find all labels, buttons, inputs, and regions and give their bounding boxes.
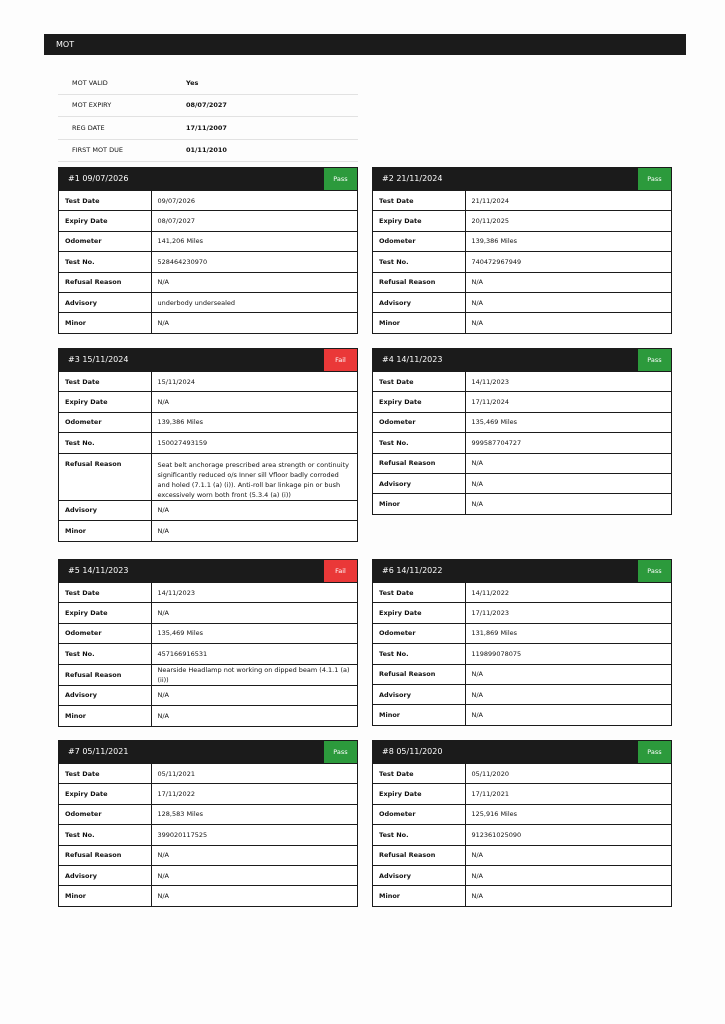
- refusal-reason-row: [59, 453, 357, 500]
- minor-row: [373, 705, 671, 725]
- refusal-reason-value: N/A: [151, 272, 357, 292]
- advisory-row: [373, 292, 671, 312]
- advisory-value: N/A: [465, 473, 671, 493]
- test-no-row: [59, 252, 357, 272]
- mot-test-card: [372, 740, 672, 907]
- refusal-reason-row: [373, 664, 671, 684]
- card-table: [373, 190, 671, 333]
- expiry-date-row: [59, 211, 357, 231]
- row-label: Odometer: [59, 804, 151, 824]
- expiry-date-row: [59, 784, 357, 804]
- refusal-reason-row: [59, 845, 357, 865]
- mot-test-card: [372, 559, 672, 726]
- expiry-date-value: 17/11/2024: [465, 392, 671, 412]
- advisory-value: N/A: [151, 865, 357, 885]
- summary-row: [58, 139, 358, 162]
- result-badge: Pass: [638, 349, 671, 371]
- row-label: Advisory: [59, 292, 151, 312]
- advisory-value: underbody undersealed: [151, 292, 357, 312]
- expiry-date-value: 17/11/2021: [465, 784, 671, 804]
- row-label: Refusal Reason: [373, 272, 465, 292]
- row-label: Minor: [373, 886, 465, 906]
- summary-row: [58, 94, 358, 117]
- expiry-date-row: [59, 392, 357, 412]
- row-label: Minor: [373, 494, 465, 514]
- result-badge: Pass: [638, 741, 671, 763]
- test-date-row: [373, 583, 671, 603]
- row-label: Advisory: [59, 685, 151, 705]
- result-badge: Pass: [638, 168, 671, 190]
- refusal-reason-value: N/A: [465, 664, 671, 684]
- test-date-value: 15/11/2024: [151, 372, 357, 392]
- row-label: Refusal Reason: [59, 664, 151, 685]
- card-header: [59, 168, 357, 190]
- row-label: Test No.: [59, 644, 151, 664]
- row-label: Expiry Date: [59, 784, 151, 804]
- test-date-row: [59, 583, 357, 603]
- advisory-row: [59, 500, 357, 520]
- summary-label: MOT VALID: [72, 78, 108, 87]
- row-label: Advisory: [373, 292, 465, 312]
- row-label: Advisory: [373, 865, 465, 885]
- minor-row: [59, 886, 357, 906]
- card-header: [373, 168, 671, 190]
- test-date-value: 14/11/2023: [151, 583, 357, 603]
- summary-value: Yes: [186, 78, 199, 87]
- odometer-row: [373, 623, 671, 643]
- row-label: Refusal Reason: [59, 845, 151, 865]
- test-date-row: [373, 764, 671, 784]
- test-no-row: [59, 433, 357, 453]
- row-label: Test No.: [59, 433, 151, 453]
- card-title: #6 14/11/2022: [382, 566, 443, 575]
- summary-value: 01/11/2010: [186, 146, 227, 155]
- row-label: Odometer: [59, 231, 151, 251]
- expiry-date-row: [373, 211, 671, 231]
- result-badge: Pass: [324, 168, 357, 190]
- minor-value: N/A: [465, 313, 671, 333]
- minor-value: N/A: [151, 520, 357, 540]
- row-label: Advisory: [373, 473, 465, 493]
- refusal-reason-row: [373, 845, 671, 865]
- result-badge: Pass: [324, 741, 357, 763]
- result-badge: Fail: [324, 349, 357, 371]
- row-label: Test No.: [59, 825, 151, 845]
- row-label: Odometer: [373, 623, 465, 643]
- row-label: Expiry Date: [373, 603, 465, 623]
- minor-row: [59, 313, 357, 333]
- card-header: [59, 560, 357, 582]
- minor-row: [59, 705, 357, 725]
- row-label: Minor: [59, 313, 151, 333]
- expiry-date-value: 20/11/2025: [465, 211, 671, 231]
- summary-value: 08/07/2027: [186, 101, 227, 110]
- row-label: Test Date: [373, 191, 465, 211]
- refusal-reason-value: N/A: [465, 272, 671, 292]
- row-label: Minor: [373, 313, 465, 333]
- row-label: Minor: [59, 520, 151, 540]
- refusal-reason-value: N/A: [151, 845, 357, 865]
- expiry-date-value: 17/11/2023: [465, 603, 671, 623]
- row-label: Test No.: [373, 825, 465, 845]
- row-label: Test No.: [373, 433, 465, 453]
- row-label: Test No.: [59, 252, 151, 272]
- test-no-row: [373, 433, 671, 453]
- advisory-value: N/A: [465, 684, 671, 704]
- test-date-row: [59, 191, 357, 211]
- row-label: Expiry Date: [373, 392, 465, 412]
- summary-row: [58, 72, 358, 94]
- card-table: [59, 763, 357, 906]
- summary-label: REG DATE: [72, 123, 105, 132]
- expiry-date-value: 08/07/2027: [151, 211, 357, 231]
- card-title: #7 05/11/2021: [68, 747, 129, 756]
- test-no-value: 912361025090: [465, 825, 671, 845]
- summary-label: FIRST MOT DUE: [72, 146, 123, 155]
- odometer-row: [59, 804, 357, 824]
- card-header: [373, 349, 671, 371]
- test-no-value: 150027493159: [151, 433, 357, 453]
- advisory-value: N/A: [151, 685, 357, 705]
- odometer-row: [373, 804, 671, 824]
- minor-value: N/A: [151, 886, 357, 906]
- minor-row: [373, 494, 671, 514]
- odometer-value: 135,469 Miles: [151, 623, 357, 643]
- refusal-reason-row: [373, 272, 671, 292]
- mot-test-card: [372, 167, 672, 334]
- card-table: [373, 582, 671, 725]
- row-label: Refusal Reason: [373, 845, 465, 865]
- refusal-reason-row: [59, 272, 357, 292]
- row-label: Advisory: [59, 865, 151, 885]
- mot-test-card: [58, 559, 358, 727]
- minor-value: N/A: [465, 705, 671, 725]
- test-no-value: 528464230970: [151, 252, 357, 272]
- test-date-value: 09/07/2026: [151, 191, 357, 211]
- row-label: Refusal Reason: [59, 272, 151, 292]
- row-label: Test Date: [59, 372, 151, 392]
- advisory-value: N/A: [151, 500, 357, 520]
- test-no-row: [59, 825, 357, 845]
- row-label: Expiry Date: [59, 603, 151, 623]
- test-date-row: [59, 764, 357, 784]
- card-table: [59, 371, 357, 541]
- test-date-value: 21/11/2024: [465, 191, 671, 211]
- row-label: Minor: [373, 705, 465, 725]
- result-badge: Fail: [324, 560, 357, 582]
- advisory-row: [59, 685, 357, 705]
- card-title: #4 14/11/2023: [382, 355, 443, 364]
- card-table: [373, 371, 671, 514]
- test-no-row: [373, 644, 671, 664]
- odometer-value: 131,869 Miles: [465, 623, 671, 643]
- test-date-row: [59, 372, 357, 392]
- expiry-date-row: [373, 603, 671, 623]
- row-label: Odometer: [373, 412, 465, 432]
- row-label: Advisory: [373, 684, 465, 704]
- odometer-value: 139,386 Miles: [465, 231, 671, 251]
- card-table: [59, 582, 357, 726]
- minor-value: N/A: [151, 313, 357, 333]
- row-label: Test Date: [59, 764, 151, 784]
- advisory-value: N/A: [465, 865, 671, 885]
- refusal-reason-row: [59, 664, 357, 685]
- refusal-reason-row: [373, 453, 671, 473]
- mot-summary: [58, 72, 358, 162]
- mot-test-card: [58, 348, 358, 542]
- refusal-reason-value: Nearside Headlamp not working on dipped beam (4.1.1 (a) (ii)): [151, 664, 357, 685]
- test-no-value: 399020117525: [151, 825, 357, 845]
- card-table: [373, 763, 671, 906]
- test-no-value: 119899078075: [465, 644, 671, 664]
- advisory-value: N/A: [465, 292, 671, 312]
- advisory-row: [59, 865, 357, 885]
- row-label: Test Date: [59, 583, 151, 603]
- odometer-row: [373, 412, 671, 432]
- expiry-date-row: [59, 603, 357, 623]
- minor-row: [373, 313, 671, 333]
- minor-value: N/A: [465, 886, 671, 906]
- odometer-row: [373, 231, 671, 251]
- expiry-date-value: 17/11/2022: [151, 784, 357, 804]
- card-table: [59, 190, 357, 333]
- refusal-reason-value: Seat belt anchorage prescribed area strength or continuity significantly reduced o/s Inner sill Vfloor badly corroded and holed (7.1.1 (a) (i)). Anti-roll bar linkage pin or bush excessively worn both front (5.3.4 (a) (i)): [151, 453, 357, 500]
- minor-value: N/A: [151, 705, 357, 725]
- odometer-value: 139,386 Miles: [151, 412, 357, 432]
- expiry-date-value: N/A: [151, 392, 357, 412]
- expiry-date-value: N/A: [151, 603, 357, 623]
- summary-label: MOT EXPIRY: [72, 101, 112, 110]
- odometer-value: 128,583 Miles: [151, 804, 357, 824]
- row-label: Expiry Date: [59, 392, 151, 412]
- odometer-value: 135,469 Miles: [465, 412, 671, 432]
- odometer-row: [59, 623, 357, 643]
- row-label: Refusal Reason: [373, 453, 465, 473]
- test-date-value: 05/11/2021: [151, 764, 357, 784]
- card-title: #5 14/11/2023: [68, 566, 129, 575]
- row-label: Refusal Reason: [373, 664, 465, 684]
- minor-value: N/A: [465, 494, 671, 514]
- card-title: #8 05/11/2020: [382, 747, 443, 756]
- row-label: Odometer: [59, 623, 151, 643]
- test-no-row: [59, 644, 357, 664]
- mot-section-header: MOT: [44, 34, 686, 55]
- card-title: #2 21/11/2024: [382, 174, 443, 183]
- row-label: Minor: [59, 705, 151, 725]
- result-badge: Pass: [638, 560, 671, 582]
- summary-row: [58, 117, 358, 140]
- odometer-row: [59, 231, 357, 251]
- mot-test-card: [372, 348, 672, 515]
- row-label: Odometer: [373, 804, 465, 824]
- advisory-row: [373, 684, 671, 704]
- test-date-value: 05/11/2020: [465, 764, 671, 784]
- card-title: #3 15/11/2024: [68, 355, 129, 364]
- expiry-date-row: [373, 392, 671, 412]
- minor-row: [373, 886, 671, 906]
- summary-value: 17/11/2007: [186, 123, 227, 132]
- card-header: [373, 741, 671, 763]
- test-date-value: 14/11/2022: [465, 583, 671, 603]
- row-label: Test Date: [373, 764, 465, 784]
- test-no-value: 740472967949: [465, 252, 671, 272]
- card-header: [373, 560, 671, 582]
- advisory-row: [373, 473, 671, 493]
- row-label: Test Date: [373, 372, 465, 392]
- card-header: [59, 349, 357, 371]
- test-no-row: [373, 825, 671, 845]
- refusal-reason-value: N/A: [465, 453, 671, 473]
- row-label: Test Date: [59, 191, 151, 211]
- row-label: Test Date: [373, 583, 465, 603]
- row-label: Odometer: [373, 231, 465, 251]
- row-label: Expiry Date: [59, 211, 151, 231]
- row-label: Test No.: [373, 644, 465, 664]
- row-label: Expiry Date: [373, 784, 465, 804]
- row-label: Odometer: [59, 412, 151, 432]
- test-date-row: [373, 372, 671, 392]
- mot-test-card: [58, 740, 358, 907]
- advisory-row: [59, 292, 357, 312]
- card-header: [59, 741, 357, 763]
- minor-row: [59, 520, 357, 540]
- expiry-date-row: [373, 784, 671, 804]
- row-label: Test No.: [373, 252, 465, 272]
- test-date-row: [373, 191, 671, 211]
- card-title: #1 09/07/2026: [68, 174, 129, 183]
- refusal-reason-value: N/A: [465, 845, 671, 865]
- odometer-value: 125,916 Miles: [465, 804, 671, 824]
- mot-test-card: [58, 167, 358, 334]
- test-no-value: 999587704727: [465, 433, 671, 453]
- row-label: Expiry Date: [373, 211, 465, 231]
- test-no-value: 457166916531: [151, 644, 357, 664]
- test-date-value: 14/11/2023: [465, 372, 671, 392]
- row-label: Advisory: [59, 500, 151, 520]
- advisory-row: [373, 865, 671, 885]
- odometer-value: 141,206 Miles: [151, 231, 357, 251]
- odometer-row: [59, 412, 357, 432]
- row-label: Refusal Reason: [59, 453, 151, 500]
- row-label: Minor: [59, 886, 151, 906]
- test-no-row: [373, 252, 671, 272]
